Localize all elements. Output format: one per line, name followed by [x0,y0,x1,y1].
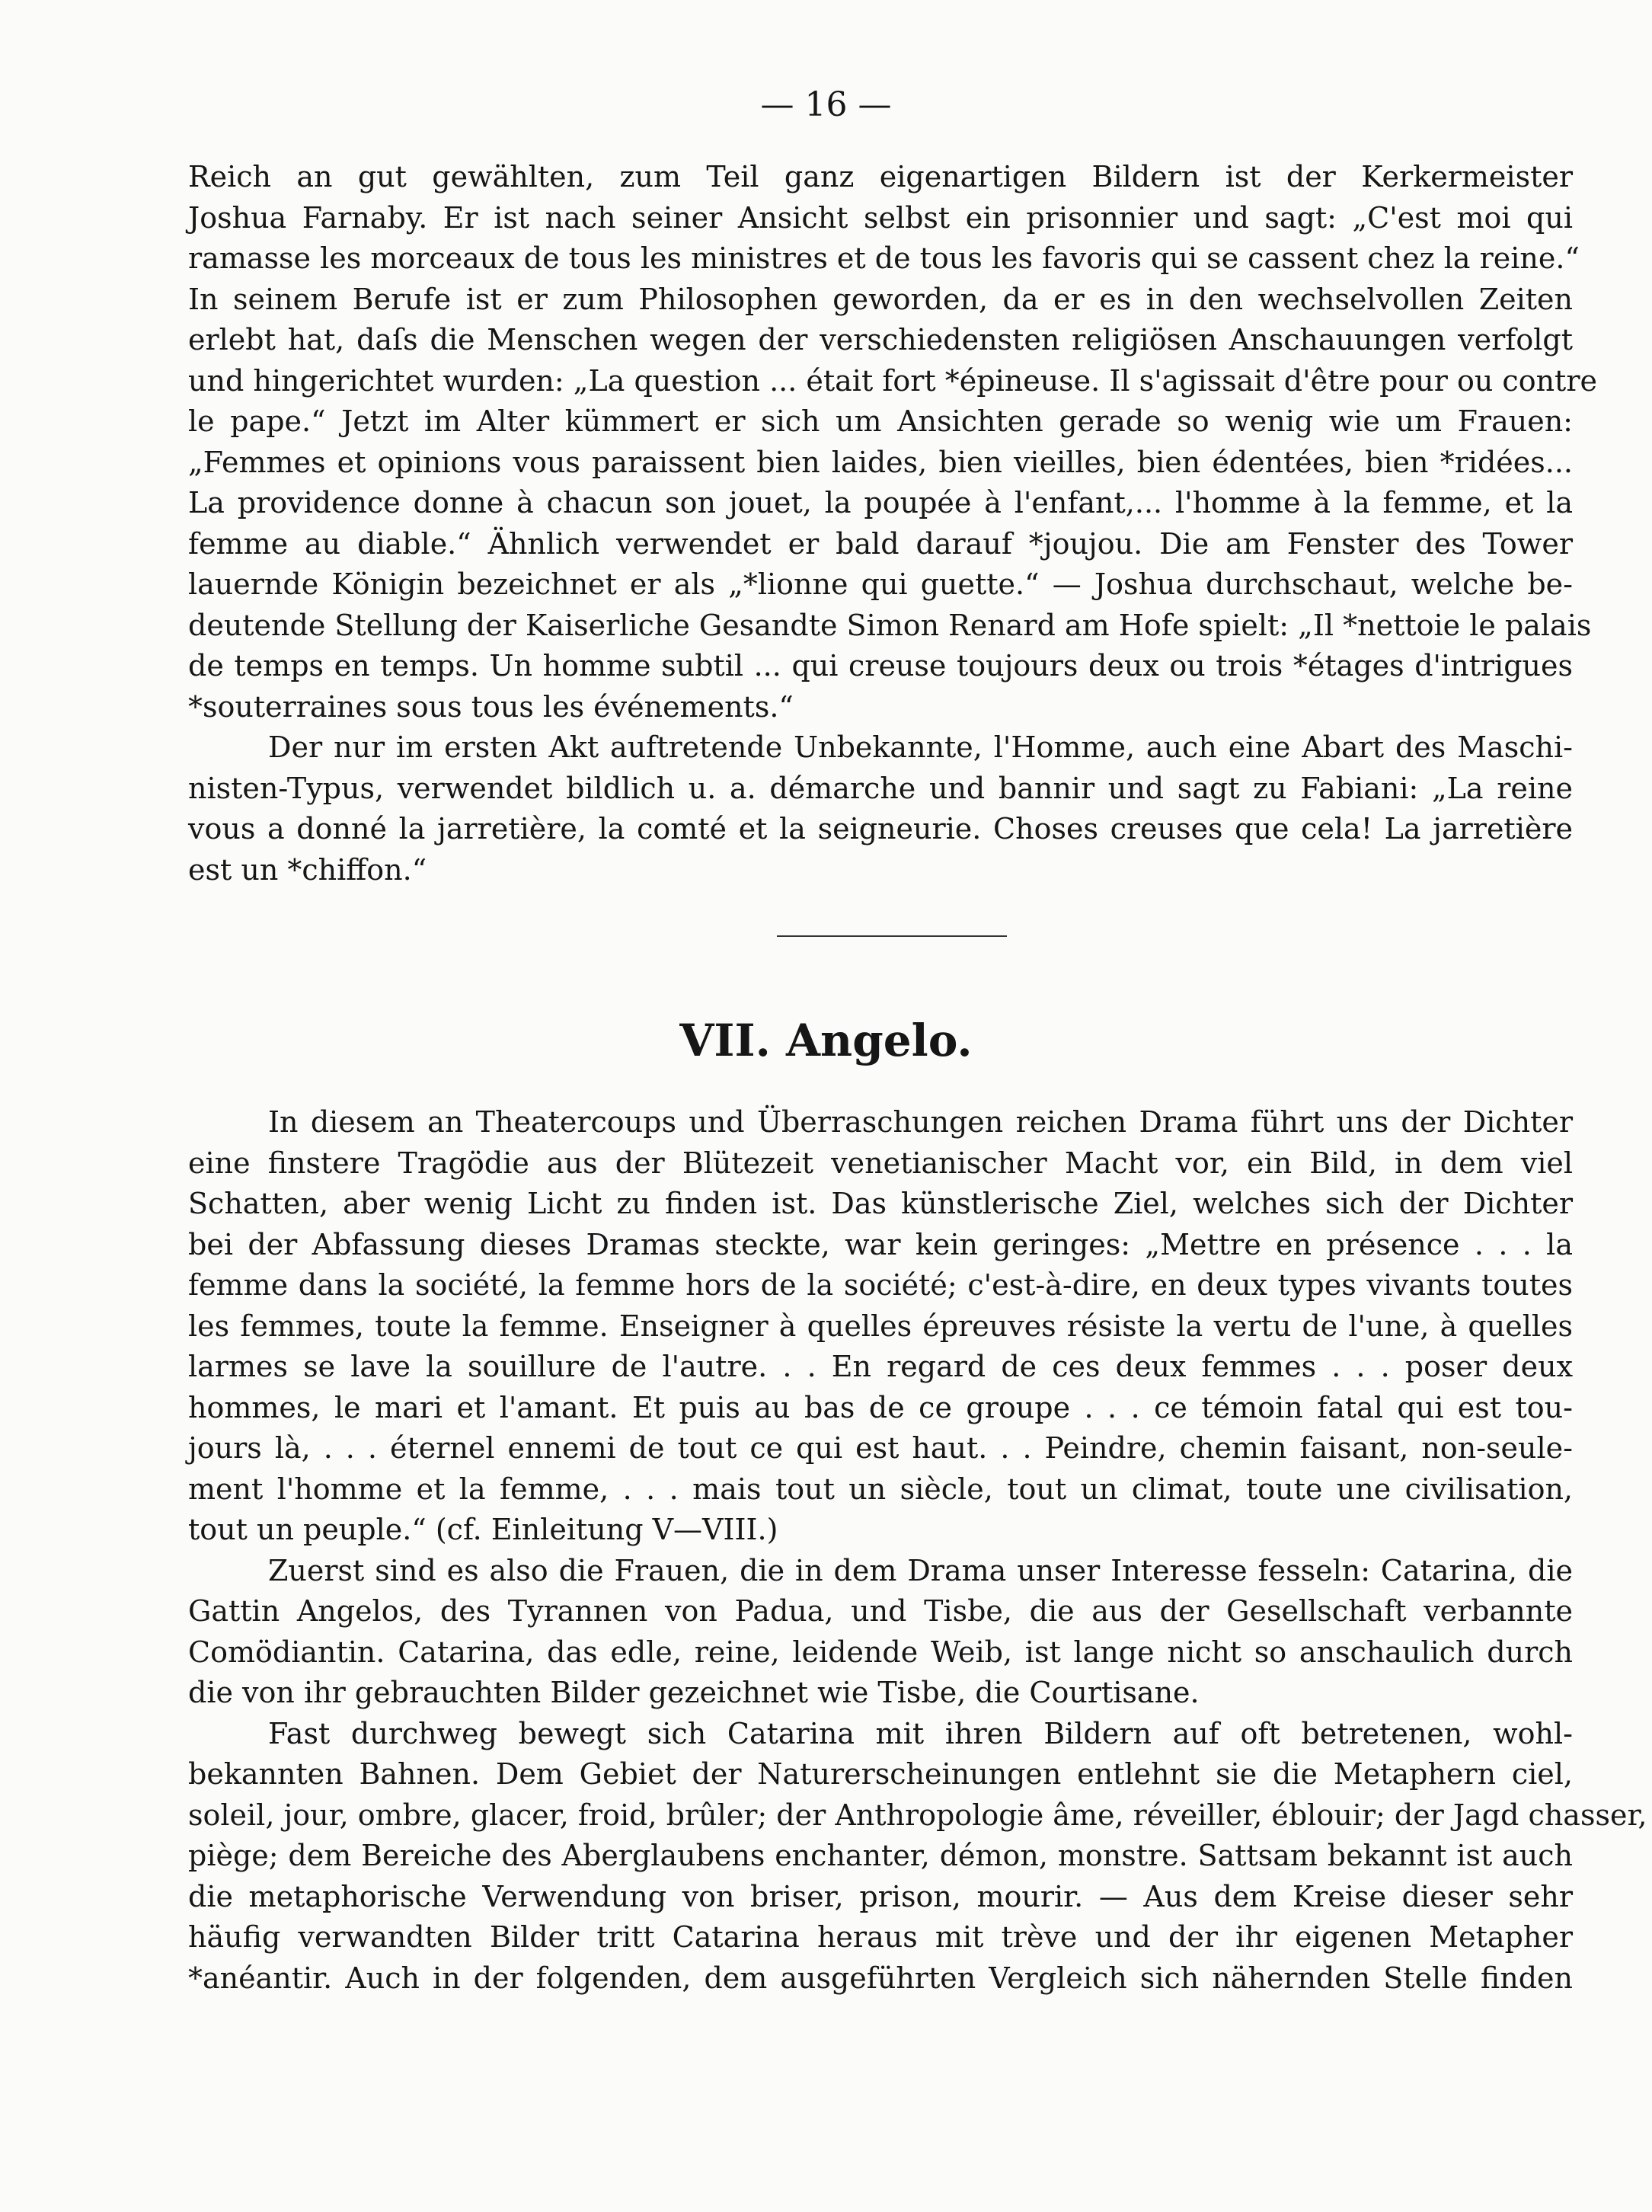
text-line: jours là, . . . éternel ennemi de tout ce qui est haut. . . Peindre, chemin faisant, non-seule- [188,1431,1573,1465]
section-vii-text [188,1102,1647,1999]
text-line: larmes se lave la souillure de l'autre. . . En regard de ces deux femmes . . . poser deux [188,1350,1573,1383]
text-line: erlebt hat, daſs die Menschen wegen der verschiedensten religiösen Anschauungen verfolgt [188,323,1573,356]
text-line: de temps en temps. Un homme subtil ... qui creuse toujours deux ou trois *étages d'intrigues [188,649,1573,682]
text-line: Schatten, aber wenig Licht zu finden ist. Das künstlerische Ziel, welches sich der Dichter [188,1187,1573,1220]
text-line: ment l'homme et la femme, . . . mais tout un siècle, tout un climat, toute une civilisation, [188,1472,1573,1506]
text-line: femme dans la société, la femme hors de la société; c'est-à-dire, en deux types vivants toutes [188,1268,1573,1302]
text-line: lauernde Königin bezeichnet er als „*lionne qui guette.“ — Joshua durchschaut, welche be- [188,567,1573,601]
text-line: bekannten Bahnen. Dem Gebiet der Naturerscheinungen entlehnt sie die Metaphern ciel, [188,1757,1573,1791]
text-line: nisten-Typus, verwendet bildlich u. a. démarche und bannir und sagt zu Fabiani: „La reine [188,771,1573,805]
text-line: Comödiantin. Catarina, das edle, reine, leidende Weib, ist lange nicht so anschaulich durch [188,1635,1573,1669]
text-line: und hingerichtet wurden: „La question ... était fort *épineuse. Il s'agissait d'être pour ou contre [188,363,1597,398]
text-line: In seinem Berufe ist er zum Philosophen geworden, da er es in den wechselvollen Zeiten [188,282,1573,316]
text-line: „Femmes et opinions vous paraissent bien laides, bien vieilles, bien édentées, bien *ridées... [188,445,1573,479]
section-heading: VII. Angelo. [679,1015,973,1066]
text-line: häufig verwandten Bilder tritt Catarina heraus mit trève und der ihr eigenen Metapher [188,1920,1573,1954]
text-line: hommes, le mari et l'amant. Et puis au bas de ce groupe . . . ce témoin fatal qui est tou- [188,1390,1573,1424]
text-line: La providence donne à chacun son jouet, la poupée à l'enfant,... l'homme à la femme, et la [188,486,1573,519]
text-line: In diesem an Theatercoups und Überraschungen reichen Drama führt uns der Dichter [268,1105,1573,1139]
text-line: Fast durchweg bewegt sich Catarina mit ihren Bildern auf oft betretenen, wohl- [268,1716,1573,1750]
text-line: Reich an gut gewählten, zum Teil ganz eigenartigen Bildern ist der Kerkermeister [188,160,1573,193]
text-line: Zuerst sind es also die Frauen, die in dem Drama unser Interesse fesseln: Catarina, die [268,1553,1573,1587]
text-line: tout un peuple.“ (cf. Einleitung V—VIII.) [188,1513,778,1546]
text-line: eine finstere Tragödie aus der Blütezeit venetianischer Macht vor, ein Bild, in dem viel [188,1146,1573,1180]
text-line: *anéantir. Auch in der folgenden, dem ausgeführten Vergleich sich nähernden Stelle finden [188,1961,1573,1995]
text-line: die metaphorische Verwendung von briser, prison, mourir. — Aus dem Kreise dieser sehr [188,1879,1573,1913]
text-line: le pape.“ Jetzt im Alter kümmert er sich um Ansichten gerade so wenig wie um Frauen: [188,404,1573,438]
section-divider [777,935,1007,937]
text-line: ramasse les morceaux de tous les ministres et de tous les favoris qui se cassent chez la reine.“ [188,241,1580,275]
text-line: les femmes, toute la femme. Enseigner à quelles épreuves résiste la vertu de l'une, à quelles [188,1309,1573,1343]
text-line: Der nur im ersten Akt auftretende Unbekannte, l'Homme, auch eine Abart des Maschi- [268,730,1573,764]
text-line: soleil, jour, ombre, glacer, froid, brûler; der Anthropologie âme, réveiller, éblouir; der Jagd chasser, [188,1798,1647,1832]
section-vi-text [188,157,1597,890]
text-line: *souterraines sous tous les événements.“ [188,689,794,724]
text-line: piège; dem Bereiche des Aberglaubens enchanter, démon, monstre. Sattsam bekannt ist auch [188,1839,1573,1872]
text-line: Gattin Angelos, des Tyrannen von Padua, und Tisbe, die aus der Gesellschaft verbannte [188,1594,1573,1628]
text-line: vous a donné la jarretière, la comté et la seigneurie. Choses creuses que cela! La jarretière [188,812,1573,845]
text-line: femme au diable.“ Ähnlich verwendet er bald darauf *joujou. Die am Fenster des Tower [188,526,1573,561]
text-line: bei der Abfassung dieses Dramas steckte, war kein geringes: „Mettre en présence . . . la [188,1227,1573,1261]
text-line: deutende Stellung der Kaiserliche Gesandte Simon Renard am Hofe spielt: „Il *nettoie le palais [188,608,1592,642]
text-line: est un *chiffon.“ [188,852,427,887]
page-number: — 16 — [760,85,892,124]
text-line: die von ihr gebrauchten Bilder gezeichnet wie Tisbe, die Courtisane. [188,1676,1200,1709]
text-line: Joshua Farnaby. Er ist nach seiner Ansicht selbst ein prisonnier und sagt: „C'est moi qui [188,200,1573,235]
